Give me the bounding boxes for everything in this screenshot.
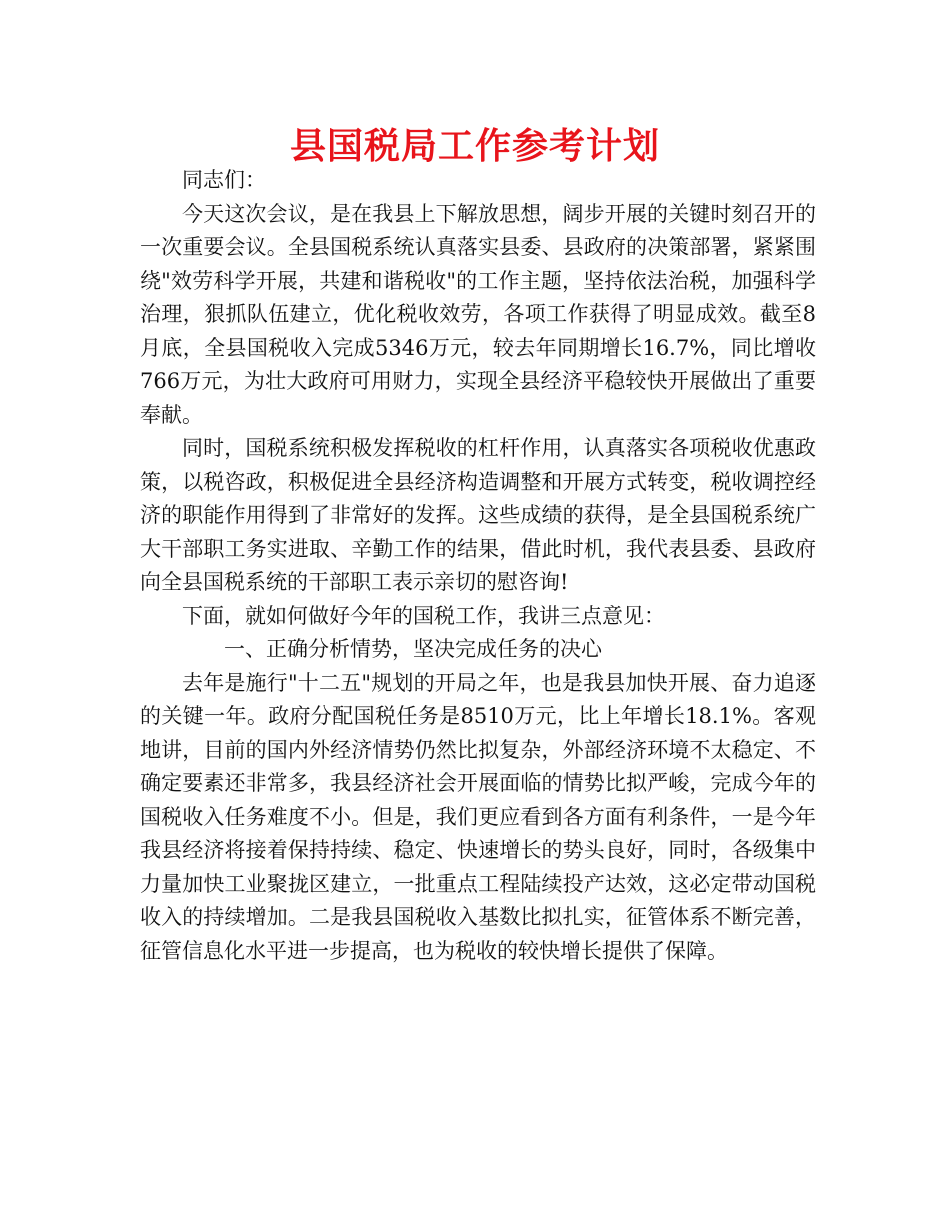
paragraph-situation: 去年是施行"十二五"规划的开局之年，也是我县加快开展、奋力追逐的关键一年。政府分配国税任务是8510万元，比上年增长18.1%。客观地讲，目前的国内外经济情势仍然比拟复杂，外部经济环境不太稳定、不确定要素还非常多，我县经济社会开展面临的情势比拟严峻，完成今年的国税收入任务难度不小。但是，我们更应看到各方面有利条件，一是今年我县经济将接着保持持续、稳定、快速增长的势头良好，同时，各级集中力量加快工业聚拢区建立，一批重点工程陆续投产达效，这必定带动国税收入的持续增加。二是我县国税收入基数比拟扎实，征管体系不断完善，征管信息化水平进一步提高，也为税收的较快增长提供了保障。 [140,670,816,963]
section-heading-1: 一、正确分析情势，坚决完成任务的决心 [224,637,602,661]
paragraph-opening: 今天这次会议，是在我县上下解放思想，阔步开展的关键时刻召开的一次重要会议。全县国税系统认真落实县委、县政府的决策部署，紧紧围绕"效劳科学开展，共建和谐税收"的工作主题，坚持依法治税，加强科学治理，狠抓队伍建立，优化税收效劳，各项工作获得了明显成效。截至8月底，全县国税收入完成5346万元，较去年同期增长16.7%，同比增收766万元，为壮大政府可用财力，实现全县经济平稳较快开展做出了重要奉献。 [140,201,816,427]
document-body [140,164,816,968]
paragraph-transition: 下面，就如何做好今年的国税工作，我讲三点意见： [182,603,665,628]
salutation: 同志们： [182,168,266,192]
paragraph-achievements: 同时，国税系统积极发挥税收的杠杆作用，认真落实各项税收优惠政策，以税咨政，积极促进全县经济构造调整和开展方式转变，税收调控经济的职能作用得到了非常好的发挥。这些成绩的获得，是全县国税系统广大干部职工务实进取、辛勤工作的结果，借此时机，我代表县委、县政府向全县国税系统的干部职工表示亲切的慰咨询! [140,436,816,594]
document-title: 县国税局工作参考计划 [289,126,660,167]
